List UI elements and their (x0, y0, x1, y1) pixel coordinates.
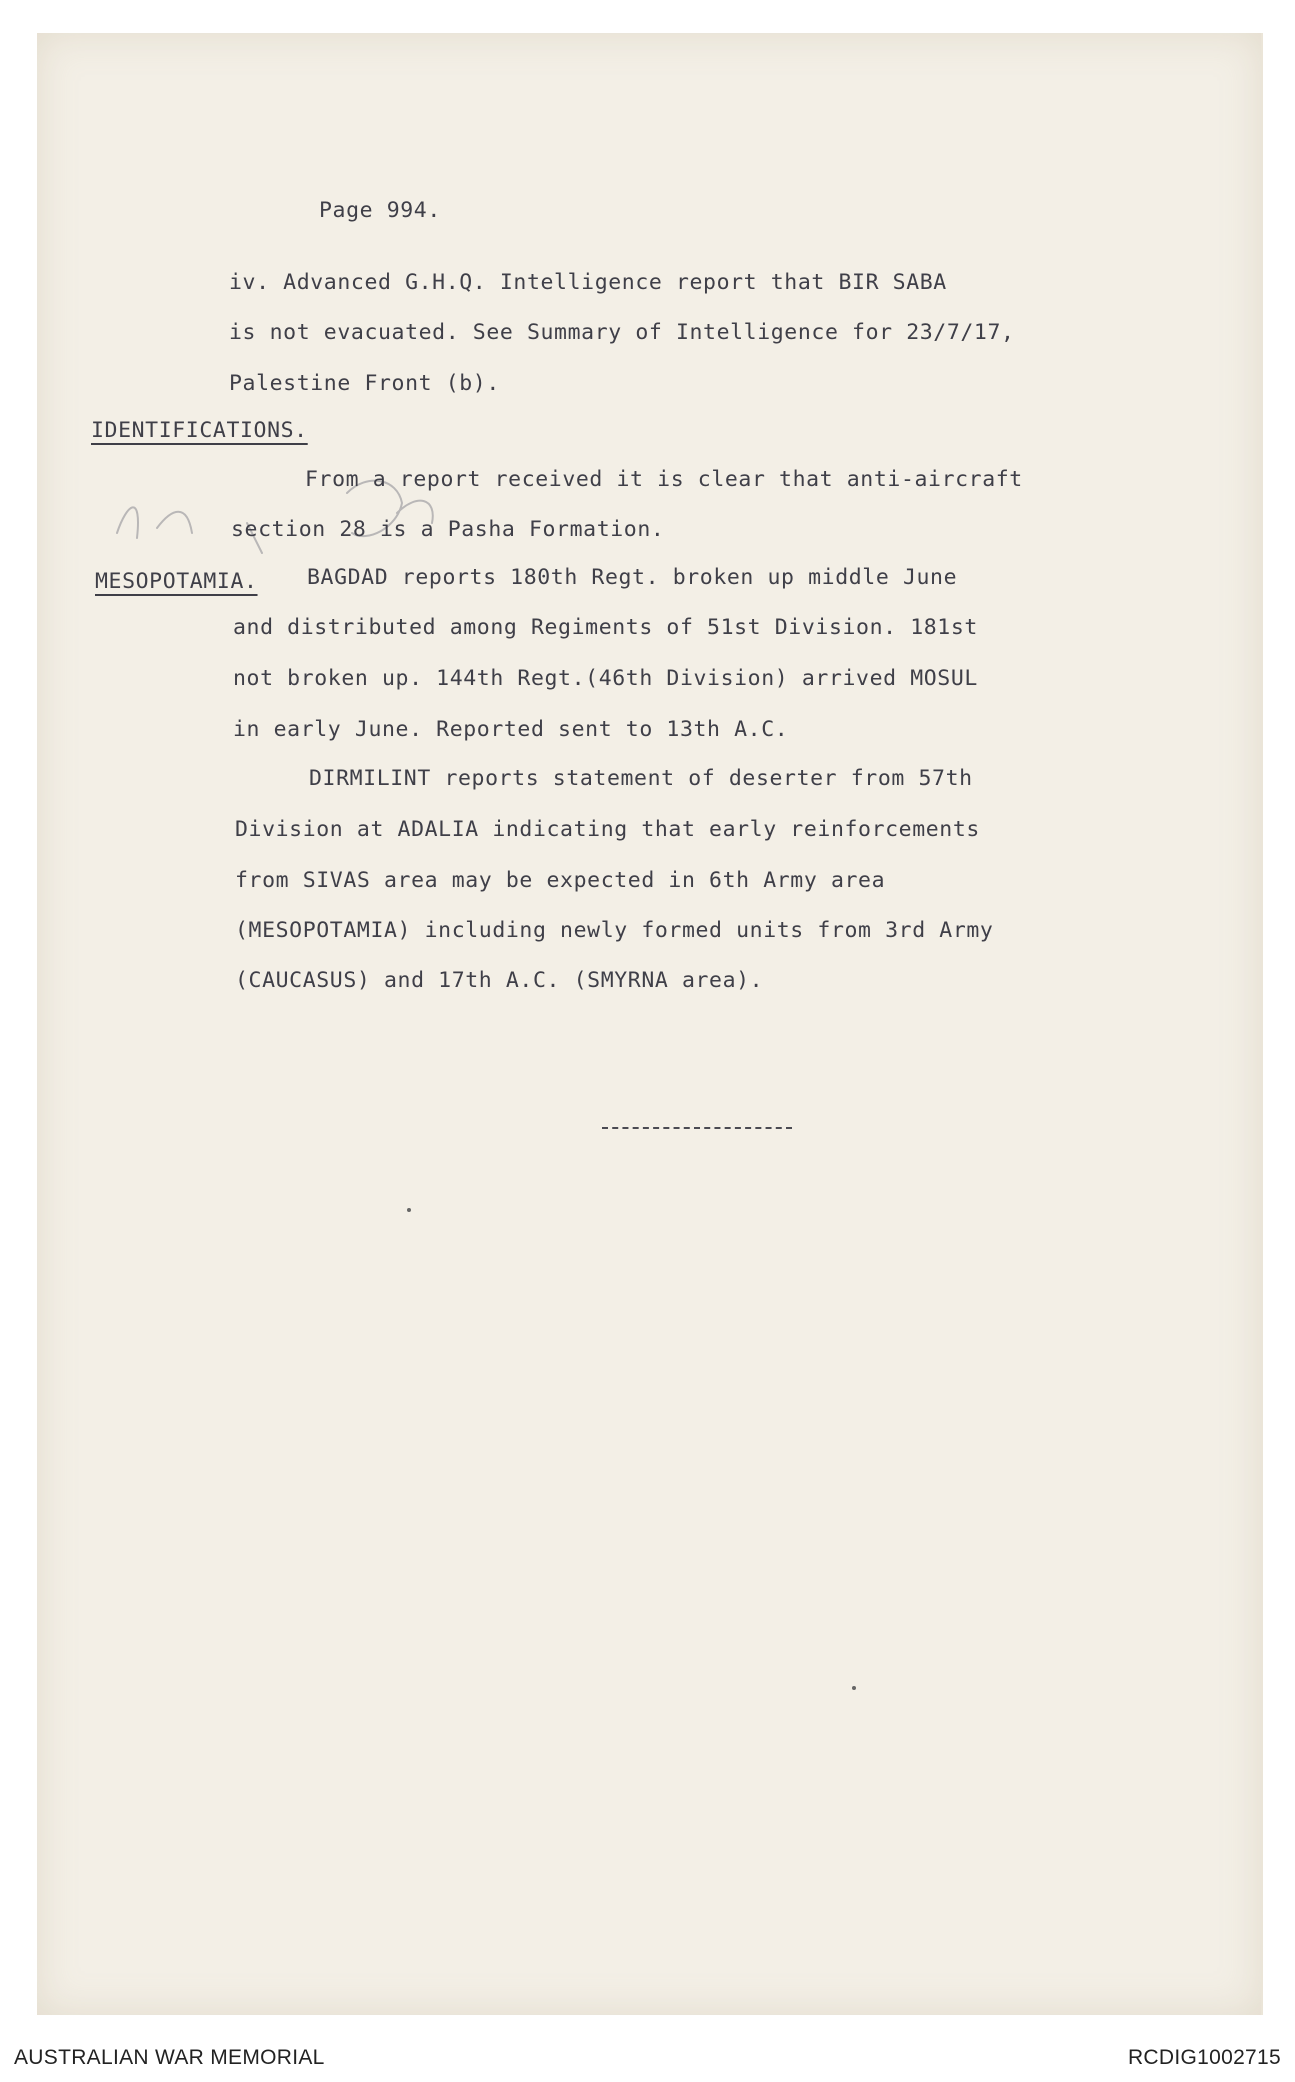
body-line: From a report received it is clear that anti-aircraft (305, 467, 1023, 492)
section-separator (602, 1127, 792, 1129)
body-line: DIRMILINT reports statement of deserter from 57th (309, 766, 973, 791)
body-line: section 28 is a Pasha Formation. (231, 517, 665, 542)
body-line: (CAUCASUS) and 17th A.C. (SMYRNA area). (235, 968, 764, 993)
body-line: from SIVAS area may be expected in 6th Army area (235, 868, 886, 893)
body-line: BAGDAD reports 180th Regt. broken up middle June (307, 565, 958, 590)
paper-mark (407, 1208, 411, 1212)
body-line: is not evacuated. See Summary of Intelligence for 23/7/17, (229, 320, 1015, 345)
page-number: Page 994. (319, 198, 441, 223)
heading-mesopotamia: MESOPOTAMIA. (95, 569, 258, 594)
body-line: and distributed among Regiments of 51st Division. 181st (233, 615, 978, 640)
body-line: in early June. Reported sent to 13th A.C. (233, 717, 789, 742)
body-line: iv. Advanced G.H.Q. Intelligence report that BIR SABA (229, 270, 947, 295)
body-line: Palestine Front (b). (229, 371, 500, 396)
reverse-side-show-through (187, 193, 1035, 233)
heading-identifications: IDENTIFICATIONS. (91, 418, 308, 443)
body-line: (MESOPOTAMIA) including newly formed units from 3rd Army (235, 918, 994, 943)
pencil-signature (97, 433, 457, 573)
body-line: not broken up. 144th Regt.(46th Division) arrived MOSUL (233, 666, 978, 691)
body-line: Division at ADALIA indicating that early reinforcements (235, 817, 980, 842)
footer-archive-name: AUSTRALIAN WAR MEMORIAL (14, 2046, 325, 2069)
document-page (37, 33, 1263, 2015)
paper-mark (852, 1686, 856, 1690)
footer-record-id: RCDIG1002715 (1127, 2046, 1281, 2069)
